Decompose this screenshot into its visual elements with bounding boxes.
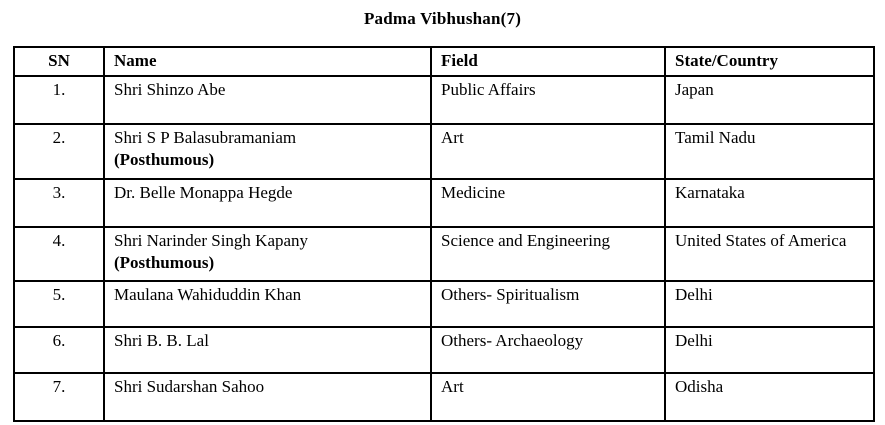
- field-cell: Art: [431, 124, 665, 179]
- field-cell: Art: [431, 373, 665, 421]
- sn-cell: 7.: [14, 373, 104, 421]
- page-title: Padma Vibhushan(7): [363, 9, 522, 28]
- table-row: [14, 179, 874, 227]
- recipient-name: Shri B. B. Lal: [114, 331, 209, 350]
- sn-cell: 6.: [14, 327, 104, 373]
- recipient-name: Shri Sudarshan Sahoo: [114, 377, 265, 396]
- sn-cell: 2.: [14, 124, 104, 179]
- state-cell: Delhi: [665, 281, 874, 327]
- table-row: [14, 281, 874, 327]
- field-cell: Medicine: [431, 179, 665, 227]
- field-cell: Others- Spiritualism: [431, 281, 665, 327]
- table-header-row: [14, 47, 874, 76]
- name-cell: [104, 179, 431, 227]
- sn-cell: 1.: [14, 76, 104, 124]
- field-cell: Others- Archaeology: [431, 327, 665, 373]
- state-cell: Tamil Nadu: [665, 124, 874, 179]
- header-state-country: State/Country: [665, 47, 874, 76]
- name-cell: [104, 124, 431, 179]
- sn-cell: 3.: [14, 179, 104, 227]
- name-cell: [104, 327, 431, 373]
- recipient-name: Maulana Wahiduddin Khan: [114, 285, 302, 304]
- header-field: Field: [431, 47, 665, 76]
- name-cell: [104, 227, 431, 281]
- name-cell: [104, 281, 431, 327]
- recipient-name: Dr. Belle Monappa Hegde: [114, 183, 293, 202]
- sn-cell: 5.: [14, 281, 104, 327]
- posthumous-label: (Posthumous): [114, 150, 215, 170]
- field-cell: Public Affairs: [431, 76, 665, 124]
- table-row: [14, 124, 874, 179]
- recipient-name: Shri Shinzo Abe: [114, 80, 226, 99]
- table-row: [14, 327, 874, 373]
- state-cell: Delhi: [665, 327, 874, 373]
- state-cell: Japan: [665, 76, 874, 124]
- state-cell: Karnataka: [665, 179, 874, 227]
- table-row: [14, 373, 874, 421]
- name-cell: [104, 76, 431, 124]
- sn-cell: 4.: [14, 227, 104, 281]
- state-cell: United States of America: [665, 227, 874, 281]
- recipient-name: Shri S P Balasubramaniam: [114, 128, 297, 147]
- header-name: Name: [104, 47, 431, 76]
- field-cell: Science and Engineering: [431, 227, 665, 281]
- posthumous-label: (Posthumous): [114, 253, 215, 273]
- table-row: [14, 227, 874, 281]
- state-cell: Odisha: [665, 373, 874, 421]
- name-cell: [104, 373, 431, 421]
- table-row: [14, 76, 874, 124]
- recipient-name: Shri Narinder Singh Kapany: [114, 231, 309, 250]
- header-sn: SN: [14, 47, 104, 76]
- awards-table: [13, 46, 875, 422]
